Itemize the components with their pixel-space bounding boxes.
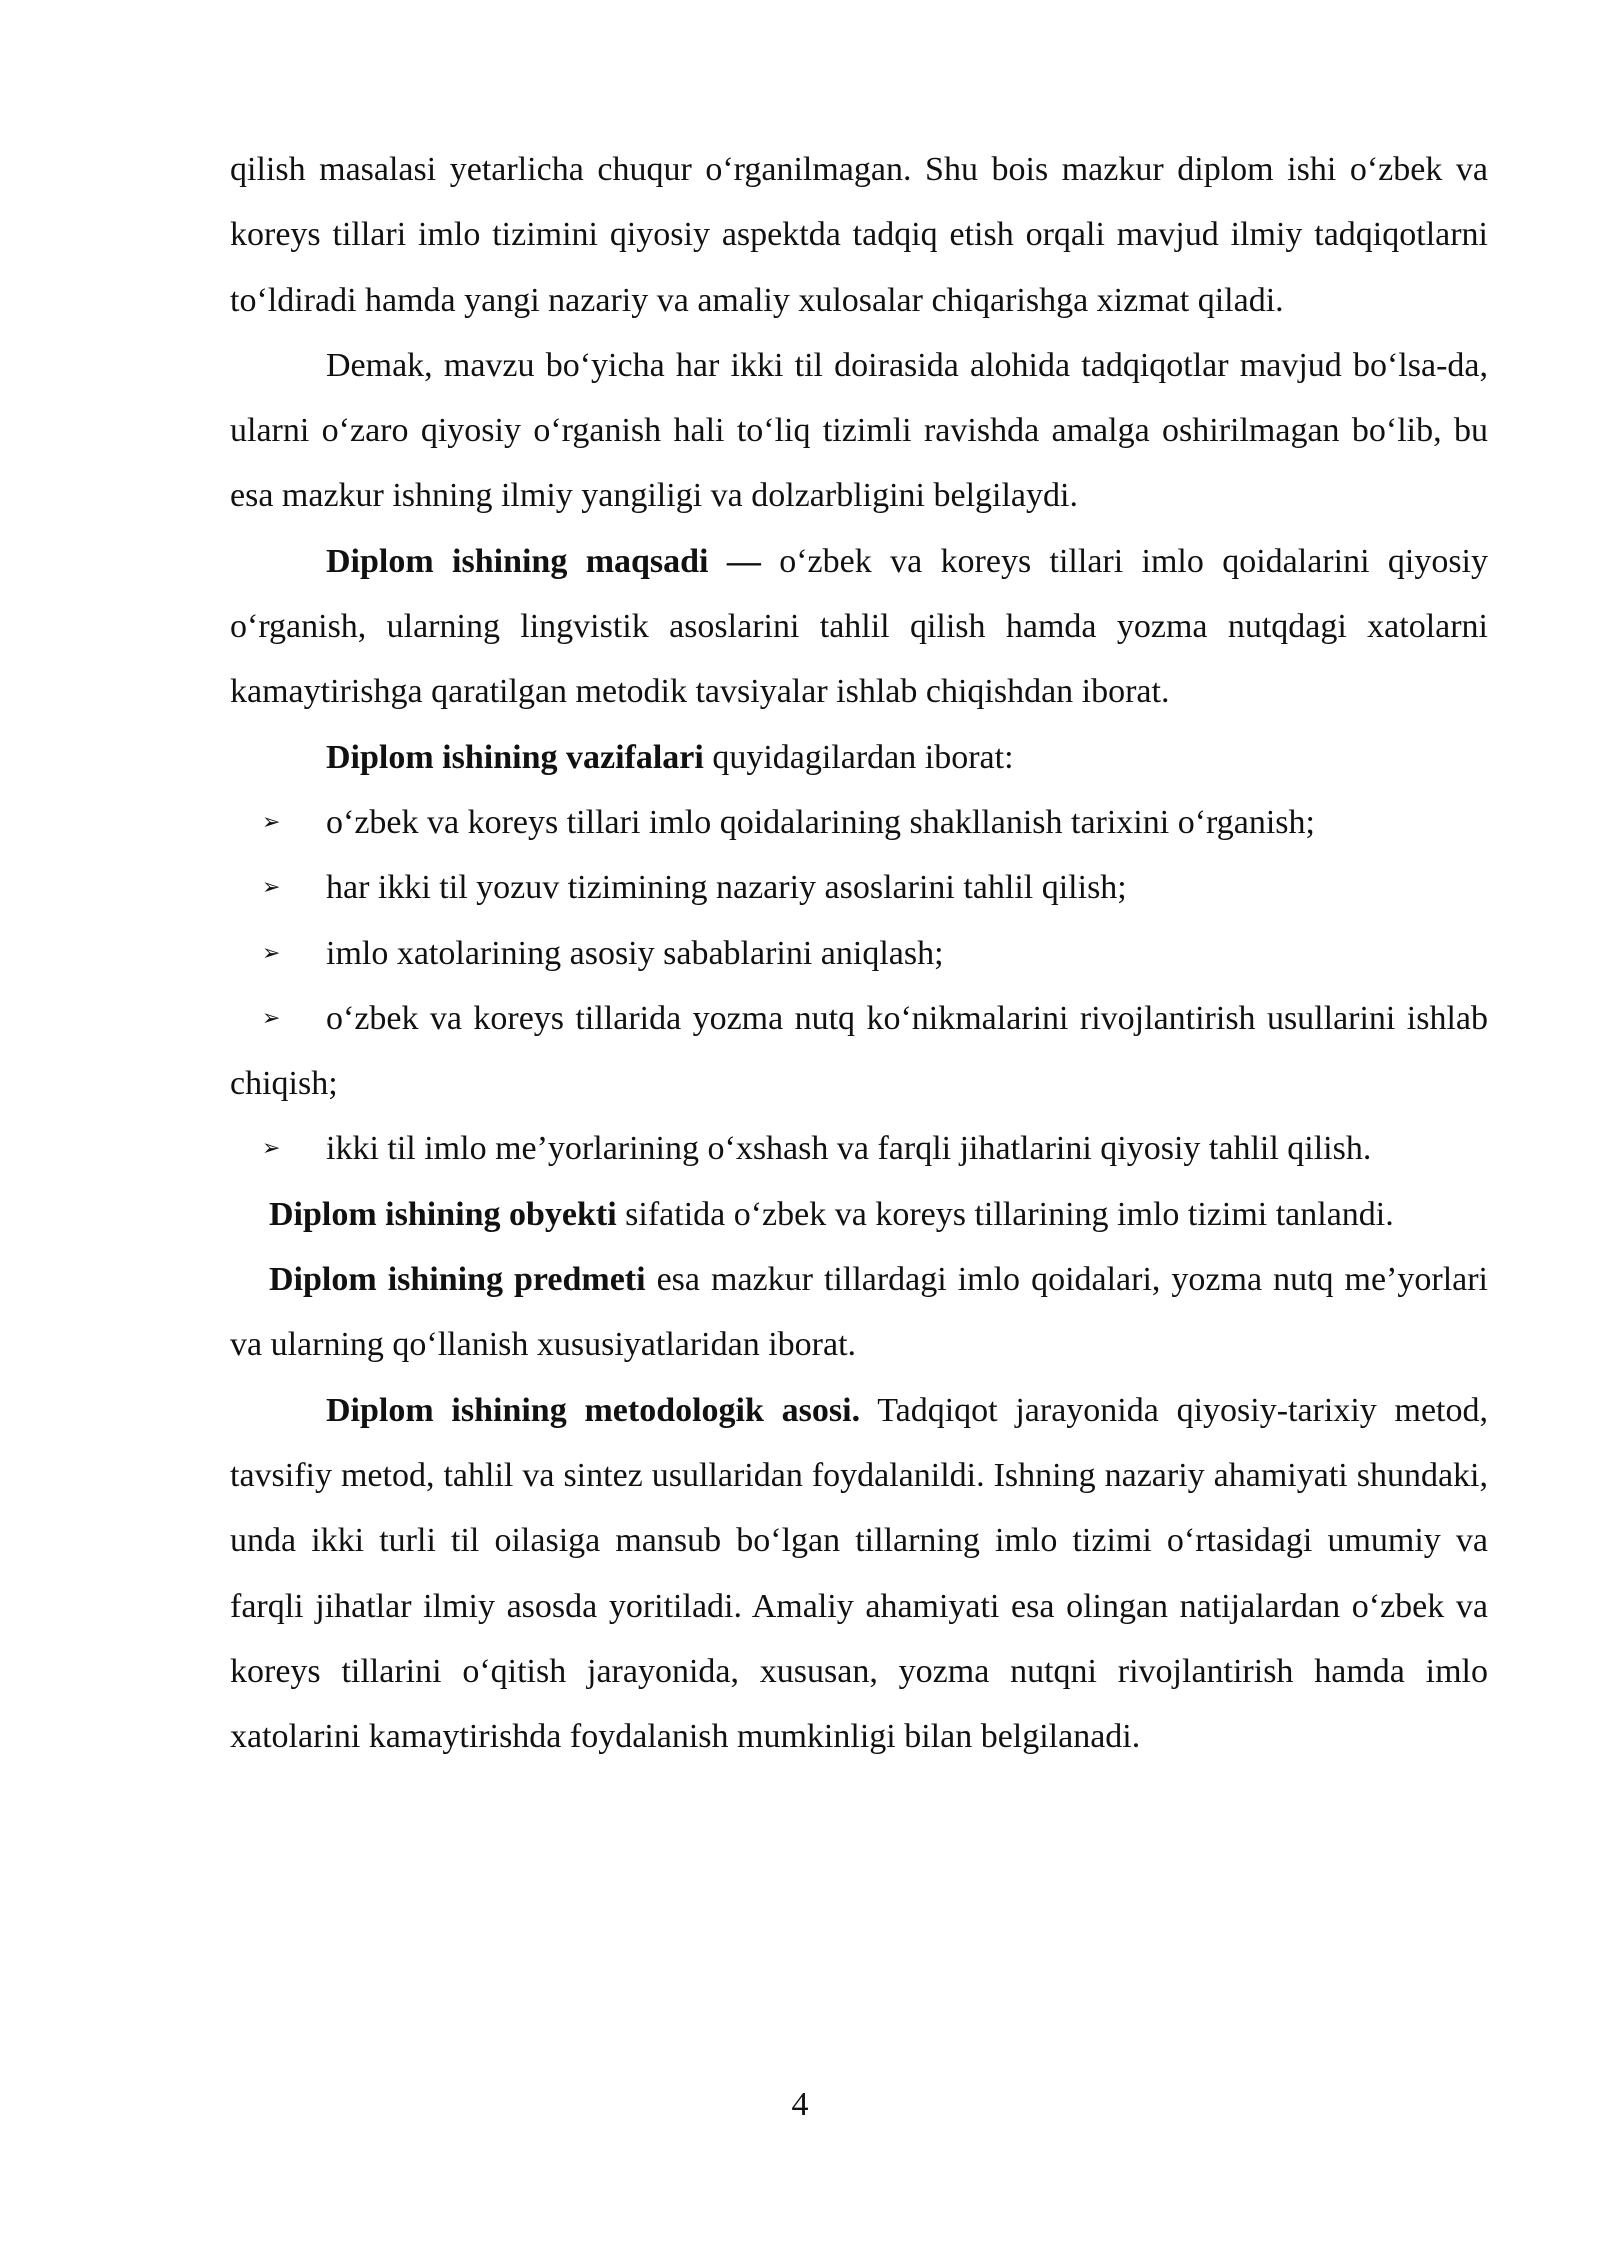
- page-body: [230, 137, 1488, 1769]
- methodology-text: Tadqiqot jarayonida qiyosiy-tarixiy metod, tavsifiy metod, tahlil va sintez usullaridan foydalanildi. Ishning nazariy ahamiyati shundaki, unda ikki turli til oilasiga mansub bo‘lgan tillarning imlo tizimi o‘rtasidagi umumiy va farqli jihatlar ilmiy asosda yoritiladi. Amaliy ahamiyati esa olingan natijalardan o‘zbek va koreys tillarini o‘qitish jarayonida, xususan, yozma nutqni rivojlantirish hamda imlo xatolarini kamaytirishda foydalanish mumkinligi bilan belgilanadi.: [230, 1391, 1488, 1756]
- subject-heading: Diplom ishining predmeti: [269, 1261, 646, 1299]
- paragraph-intro-continuation: qilish masalasi yetarlicha chuqur o‘rganilmagan. Shu bois mazkur diplom ishi o‘zbek va koreys tillari imlo tizimini qiyosiy aspektda tadqiq etish orqali mavjud ilmiy tadqiqotlarni to‘ldiradi hamda yangi nazariy va amaliy xulosalar chiqarishga xizmat qiladi.: [230, 151, 1488, 319]
- goal-text: o‘zbek va koreys tillari imlo qoidalarini qiyosiy o‘rganish, ularning lingvistik asoslarini tahlil qilish hamda yozma nutqdagi xatolarni kamaytirishga qaratilgan metodik tavsiyalar ishlab chiqishdan iborat.: [230, 542, 1489, 711]
- paragraph-novelty: Demak, mavzu bo‘yicha har ikki til doirasida alohida tadqiqotlar mavjud bo‘lsa-da, ularni o‘zaro qiyosiy o‘rganish hali to‘liq tizimli ravishda amalga oshirilmagan bo‘lib, bu esa mazkur ishning ilmiy yangiligi va dolzarbligini belgilaydi.: [230, 346, 1488, 515]
- object-heading: Diplom ishining obyekti: [269, 1195, 617, 1233]
- list-item: [230, 1116, 1488, 1181]
- arrow-bullet-icon: ➢: [262, 809, 281, 835]
- paragraph-tasks-intro: [230, 725, 1488, 790]
- tasks-heading: Diplom ishining vazifalari: [326, 738, 704, 776]
- list-item: [230, 855, 1488, 920]
- tasks-list: [230, 790, 1488, 1182]
- arrow-bullet-icon: ➢: [262, 940, 281, 966]
- list-item-text: ikki til imlo me’yorlarining o‘xshash va farqli jihatlarini qiyosiy tahlil qilish.: [326, 1130, 1372, 1168]
- paragraph-methodology: [230, 1378, 1488, 1770]
- list-item: [230, 921, 1488, 986]
- object-text: sifatida o‘zbek va koreys tillarining imlo tizimi tanlandi.: [616, 1195, 1394, 1233]
- methodology-heading: Diplom ishining metodologik asosi.: [326, 1391, 861, 1429]
- list-item: [230, 790, 1488, 855]
- list-item-text: o‘zbek va koreys tillari imlo qoidalarining shakllanish tarixini o‘rganish;: [326, 803, 1315, 841]
- goal-heading: Diplom ishining maqsadi —: [326, 542, 761, 580]
- arrow-bullet-icon: ➢: [262, 875, 281, 901]
- page-number: 4: [791, 2086, 809, 2123]
- paragraph-object: [230, 1182, 1488, 1247]
- paragraph-goal: [230, 529, 1488, 725]
- list-item-text: imlo xatolarining asosiy sabablarini aniqlash;: [326, 934, 944, 972]
- arrow-bullet-icon: ➢: [262, 1136, 281, 1162]
- list-item: [230, 986, 1488, 1117]
- paragraph-subject: [230, 1247, 1488, 1378]
- list-item-text: har ikki til yozuv tizimining nazariy asoslarini tahlil qilish;: [326, 869, 1127, 907]
- tasks-intro-text: quyidagilardan iborat:: [703, 738, 1014, 776]
- list-item-text: o‘zbek va koreys tillarida yozma nutq ko‘nikmalarini rivojlantirish usullarini ishlab chiqish;: [230, 999, 1488, 1103]
- subject-text: esa mazkur tillardagi imlo qoidalari, yozma nutq me’yorlari va ularning qo‘llanish xususiyatlaridan iborat.: [230, 1261, 1489, 1364]
- arrow-bullet-icon: ➢: [262, 1005, 281, 1031]
